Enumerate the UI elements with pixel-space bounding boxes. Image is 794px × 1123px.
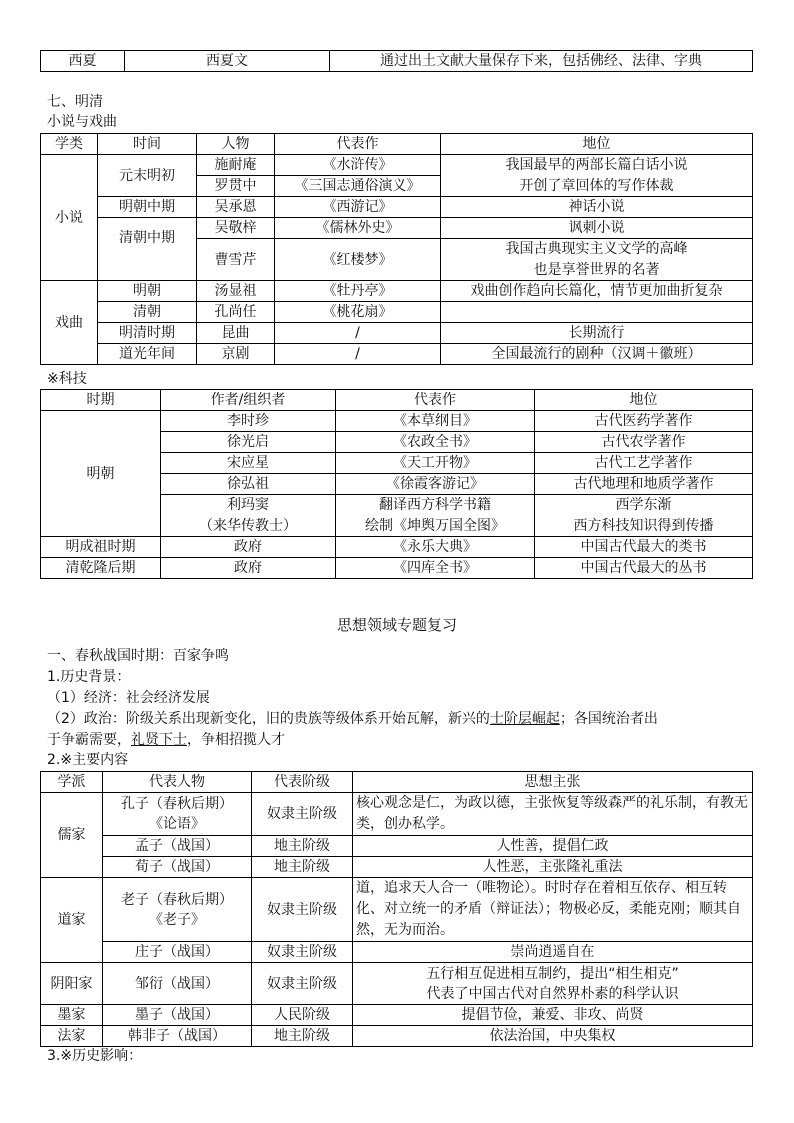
status-cell: 西学东渐 — [535, 495, 753, 516]
idea-line: 五行相互促进相互制约，提出“相生相克” — [426, 965, 679, 982]
period-ming: 明朝 — [41, 411, 161, 537]
work-cell: 《四库全书》 — [336, 558, 535, 579]
schools-table — [40, 771, 753, 1047]
author-cell: 政府 — [161, 537, 336, 558]
idea-cell: 依法治国，中央集权 — [353, 1026, 753, 1047]
school-rujia: 儒家 — [41, 793, 103, 878]
background-politics — [47, 709, 658, 729]
class-cell: 奴隶主阶级 — [252, 878, 353, 942]
class-cell: 地主阶级 — [252, 857, 353, 878]
status-cell: 中国古代最大的类书 — [535, 537, 753, 558]
politics-text: （2）政治：阶级关系出现新变化，旧的贵族等级体系开始瓦解，新兴的 — [47, 711, 490, 727]
section-heading-baijia: 一、春秋战国时期：百家争鸣 — [47, 648, 229, 664]
status-cell: 古代工艺学著作 — [535, 453, 753, 474]
novel-drama-table — [40, 133, 753, 365]
person-cell: 孔尚任 — [197, 302, 275, 323]
status-cell: 讽刺小说 — [441, 218, 753, 239]
subheading-novel-drama: 小说与戏曲 — [47, 114, 117, 130]
work-cell: 《水浒传》 — [275, 155, 441, 176]
impact-heading: 3.※历史影响： — [47, 1048, 143, 1064]
work-cell: 《西游记》 — [275, 197, 441, 218]
politics-text: 于争霸需要， — [47, 732, 131, 748]
person-cell: 昆曲 — [197, 323, 275, 344]
idea-cell: 提倡节俭，兼爱、非攻、尚贤 — [353, 1005, 753, 1026]
work-cell: 《农政全书》 — [336, 432, 535, 453]
author-cell: 李时珍 — [161, 411, 336, 432]
idea-line: 代表了中国古代对自然界朴素的科学认识 — [426, 985, 679, 1002]
xixia-table — [40, 50, 753, 72]
class-cell: 奴隶主阶级 — [252, 963, 353, 1005]
header-status: 地位 — [441, 134, 753, 155]
person-cell: 吴承恩 — [197, 197, 275, 218]
section-heading-mingqing: 七、明清 — [47, 94, 103, 110]
idea-cell — [353, 963, 753, 1005]
person-cell: 荀子（战国） — [103, 857, 252, 878]
politics-text: ；各国统治者出 — [559, 711, 658, 727]
science-table — [40, 389, 753, 579]
category-drama: 戏曲 — [41, 281, 98, 365]
work-cell: 《本草纲目》 — [336, 411, 535, 432]
period-cell: 清乾隆后期 — [41, 558, 161, 579]
xixia-desc: 通过出土文献大量保存下来，包括佛经、法律、字典 — [330, 51, 753, 72]
person-name: 孔子（春秋后期） — [121, 796, 233, 812]
status-cell: 戏曲创作趋向长篇化，情节更加曲折复杂 — [441, 281, 753, 302]
work-cell: 《儒林外史》 — [275, 218, 441, 239]
author-cell: 徐弘祖 — [161, 474, 336, 495]
time-cell: 明清时期 — [98, 323, 197, 344]
xixia-dynasty: 西夏 — [41, 51, 125, 72]
status-cell: 神话小说 — [441, 197, 753, 218]
person-cell: 吴敬梓 — [197, 218, 275, 239]
work-cell: 《红楼梦》 — [275, 239, 441, 281]
header-category: 学类 — [41, 134, 98, 155]
person-book: 《论语》 — [149, 816, 205, 832]
status-cell — [441, 302, 753, 323]
header-status: 地位 — [535, 390, 753, 411]
person-cell: 庄子（战国） — [103, 942, 252, 963]
work-cell: 《永乐大典》 — [336, 537, 535, 558]
author-cell: （来华传教士） — [161, 516, 336, 537]
time-cell: 道光年间 — [98, 344, 197, 365]
status-cell: 古代医药学著作 — [535, 411, 753, 432]
status-cell: 古代农学著作 — [535, 432, 753, 453]
work-cell: / — [275, 344, 441, 365]
person-cell: 罗贯中 — [197, 176, 275, 197]
work-cell: 《天工开物》 — [336, 453, 535, 474]
status-cell: 西方科技知识得到传播 — [535, 516, 753, 537]
person-cell — [103, 793, 252, 836]
school-yinyang: 阴阳家 — [41, 963, 103, 1005]
status-cell: 全国最流行的剧种（汉调＋徽班） — [441, 344, 753, 365]
school-daojia: 道家 — [41, 878, 103, 963]
class-cell: 奴隶主阶级 — [252, 793, 353, 836]
idea-cell: 核心观念是仁，为政以德，主张恢复等级森严的礼乐制，有教无类，创办私学。 — [353, 793, 753, 836]
status-cell: 中国古代最大的丛书 — [535, 558, 753, 579]
work-cell: 《三国志通俗演义》 — [275, 176, 441, 197]
work-cell: 《牡丹亭》 — [275, 281, 441, 302]
class-cell: 地主阶级 — [252, 1026, 353, 1047]
idea-cell: 人性恶，主张隆礼重法 — [353, 857, 753, 878]
background-politics-cont — [47, 730, 285, 750]
content-heading: 2.※主要内容 — [47, 752, 129, 768]
header-person: 人物 — [197, 134, 275, 155]
person-cell: 汤显祖 — [197, 281, 275, 302]
section-heading-keji: ※科技 — [47, 371, 87, 387]
header-work: 代表作 — [336, 390, 535, 411]
person-name: 老子（春秋后期） — [121, 891, 233, 908]
class-cell: 地主阶级 — [252, 836, 353, 857]
header-time: 时间 — [98, 134, 197, 155]
time-cell: 明朝中期 — [98, 197, 197, 218]
page-title: 思想领域专题复习 — [336, 616, 457, 634]
time-cell: 清朝中期 — [98, 218, 197, 281]
person-cell — [103, 878, 252, 942]
person-cell: 墨子（战国） — [103, 1005, 252, 1026]
person-cell: 施耐庵 — [197, 155, 275, 176]
status-cell: 我国最早的两部长篇白话小说 — [441, 155, 753, 176]
status-cell: 长期流行 — [441, 323, 753, 344]
work-cell: 翻译西方科学书籍 — [336, 495, 535, 516]
status-cell: 古代地理和地质学著作 — [535, 474, 753, 495]
class-cell: 人民阶级 — [252, 1005, 353, 1026]
background-heading: 1.历史背景： — [47, 669, 131, 685]
work-cell: 绘制《坤舆万国全图》 — [336, 516, 535, 537]
person-book: 《老子》 — [149, 911, 205, 928]
status-cell: 也是享誉世界的名著 — [441, 260, 753, 281]
status-cell: 开创了章回体的写作体裁 — [441, 176, 753, 197]
time-cell: 元末明初 — [98, 155, 197, 197]
idea-cell: 崇尚逍遥自在 — [353, 942, 753, 963]
person-cell: 曹雪芹 — [197, 239, 275, 281]
header-school: 学派 — [41, 772, 103, 793]
person-cell: 韩非子（战国） — [103, 1026, 252, 1047]
person-cell: 邹衍（战国） — [103, 963, 252, 1005]
header-period: 时期 — [41, 390, 161, 411]
politics-underline-lixian: 礼贤下士 — [131, 732, 187, 748]
author-cell: 徐光启 — [161, 432, 336, 453]
school-mojia: 墨家 — [41, 1005, 103, 1026]
header-class: 代表阶级 — [252, 772, 353, 793]
idea-cell: 道，追求天人合一（唯物论）。时时存在着相互依存、相互转化、对立统一的矛盾（辩证法）；物极必反，柔能克刚；顺其自然，无为而治。 — [353, 878, 753, 942]
header-work: 代表作 — [275, 134, 441, 155]
header-author: 作者/组织者 — [161, 390, 336, 411]
xixia-work: 西夏文 — [125, 51, 330, 72]
work-cell: / — [275, 323, 441, 344]
header-idea: 思想主张 — [353, 772, 753, 793]
category-novel: 小说 — [41, 155, 98, 281]
class-cell: 奴隶主阶级 — [252, 942, 353, 963]
author-cell: 利玛窦 — [161, 495, 336, 516]
author-cell: 政府 — [161, 558, 336, 579]
time-cell: 明朝 — [98, 281, 197, 302]
politics-text: ，争相招揽人才 — [187, 732, 285, 748]
school-fajia: 法家 — [41, 1026, 103, 1047]
person-cell: 京剧 — [197, 344, 275, 365]
work-cell: 《徐霞客游记》 — [336, 474, 535, 495]
work-cell: 《桃花扇》 — [275, 302, 441, 323]
person-cell: 孟子（战国） — [103, 836, 252, 857]
status-cell: 我国古典现实主义文学的高峰 — [441, 239, 753, 260]
politics-underline-shi: 士阶层崛起 — [489, 711, 560, 727]
background-economy: （1）经济：社会经济发展 — [47, 690, 210, 706]
idea-cell: 人性善，提倡仁政 — [353, 836, 753, 857]
header-person: 代表人物 — [103, 772, 252, 793]
period-cell: 明成祖时期 — [41, 537, 161, 558]
time-cell: 清朝 — [98, 302, 197, 323]
author-cell: 宋应星 — [161, 453, 336, 474]
